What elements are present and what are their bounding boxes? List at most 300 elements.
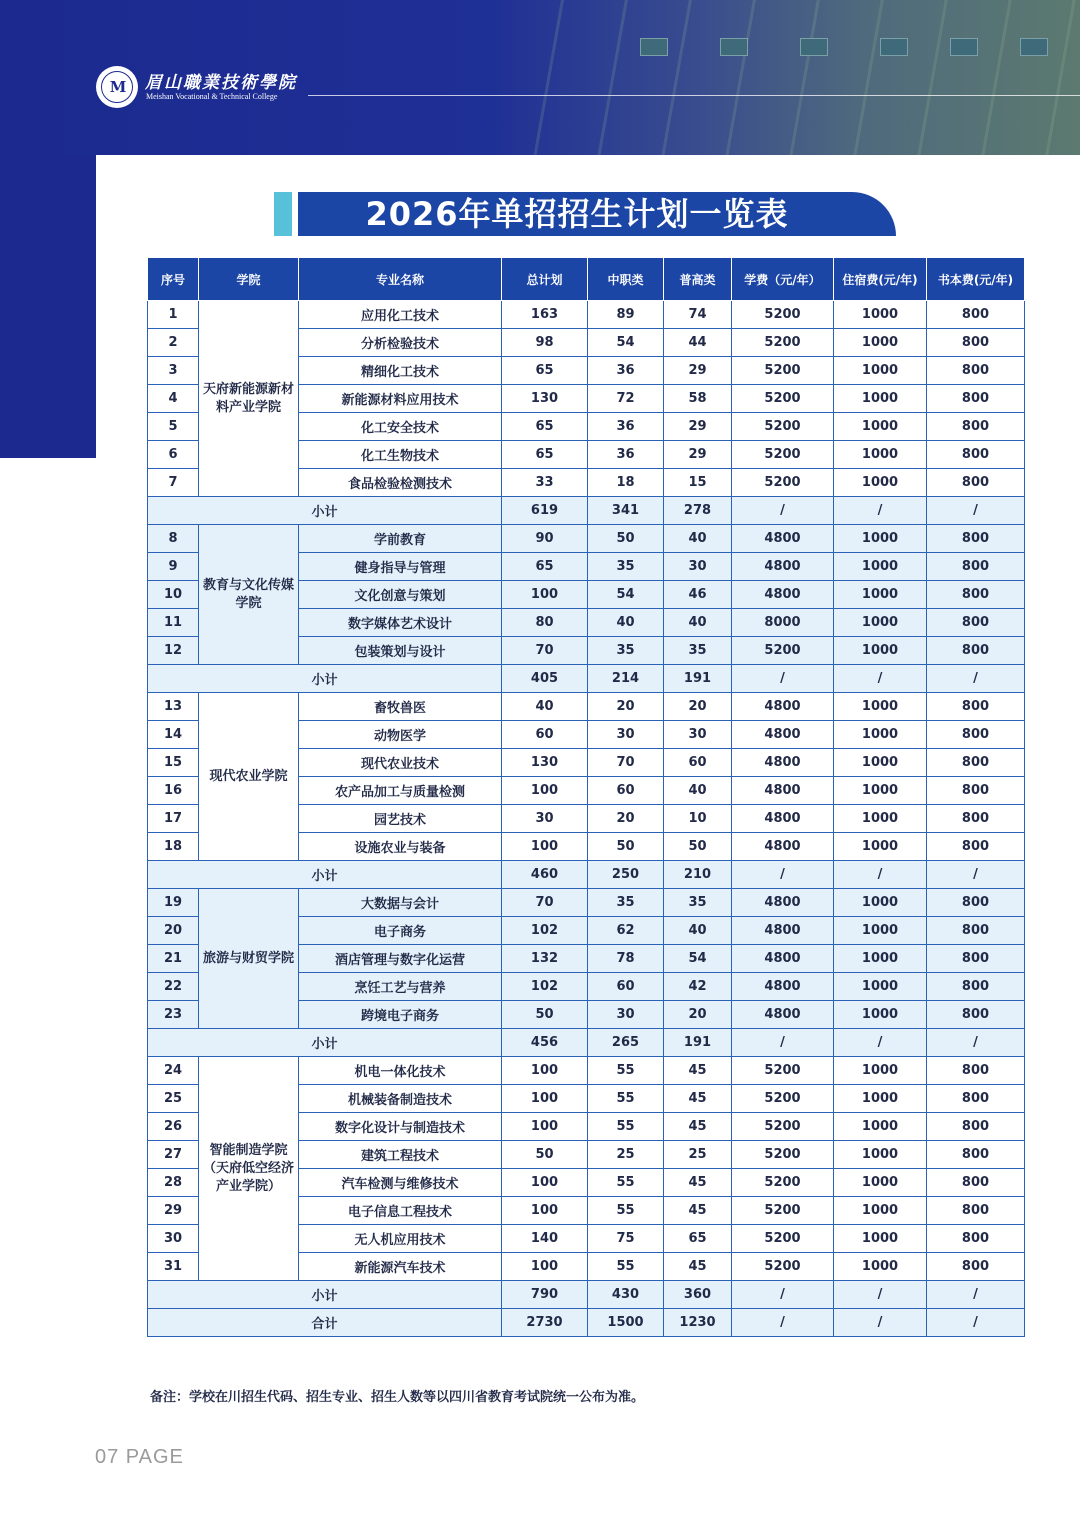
- cell-value: 65: [502, 413, 588, 441]
- cell-index: 19: [148, 889, 199, 917]
- subtotal-value: 341: [588, 497, 664, 525]
- cell-value: 1000: [834, 301, 927, 329]
- cell-value: 5200: [732, 441, 834, 469]
- cell-value: 44: [664, 329, 732, 357]
- cell-value: 包装策划与设计: [299, 637, 502, 665]
- cell-value: 74: [664, 301, 732, 329]
- cell-value: 1000: [834, 917, 927, 945]
- cell-value: 健身指导与管理: [299, 553, 502, 581]
- cell-value: 45: [664, 1253, 732, 1281]
- cell-value: 70: [502, 889, 588, 917]
- cell-value: 5200: [732, 1169, 834, 1197]
- subtotal-row: [148, 861, 1025, 889]
- cell-value: 机械装备制造技术: [299, 1085, 502, 1113]
- subtotal-label: 小计: [148, 665, 502, 693]
- grand-total-value: /: [834, 1309, 927, 1337]
- cell-value: 50: [588, 833, 664, 861]
- cell-value: 4800: [732, 749, 834, 777]
- cell-college: 天府新能源新材料产业学院: [199, 301, 299, 497]
- subtotal-value: /: [834, 1281, 927, 1309]
- cell-college: 智能制造学院（天府低空经济产业学院）: [199, 1057, 299, 1281]
- cell-value: 1000: [834, 1197, 927, 1225]
- cell-value: 36: [588, 441, 664, 469]
- cell-value: 163: [502, 301, 588, 329]
- cell-value: 化工安全技术: [299, 413, 502, 441]
- cell-value: 化工生物技术: [299, 441, 502, 469]
- farmland-photo-background: [500, 0, 1080, 155]
- cell-value: 800: [927, 749, 1025, 777]
- page-title: 2026年单招招生计划一览表: [298, 192, 896, 236]
- subtotal-value: /: [732, 861, 834, 889]
- cell-index: 2: [148, 329, 199, 357]
- cell-value: 30: [588, 721, 664, 749]
- cell-value: 800: [927, 1197, 1025, 1225]
- cell-value: 5200: [732, 301, 834, 329]
- cell-index: 12: [148, 637, 199, 665]
- col-header-total-plan: 总计划: [502, 258, 588, 301]
- cell-value: 5200: [732, 1113, 834, 1141]
- cell-value: 55: [588, 1057, 664, 1085]
- cell-value: 54: [664, 945, 732, 973]
- cell-value: 800: [927, 1085, 1025, 1113]
- cell-value: 62: [588, 917, 664, 945]
- cell-value: 40: [664, 609, 732, 637]
- cell-value: 1000: [834, 945, 927, 973]
- cell-value: 4800: [732, 525, 834, 553]
- cell-value: 33: [502, 469, 588, 497]
- cell-value: 65: [664, 1225, 732, 1253]
- subtotal-value: /: [927, 665, 1025, 693]
- col-header-general-high: 普高类: [664, 258, 732, 301]
- cell-value: 800: [927, 329, 1025, 357]
- table-row: [148, 525, 1025, 553]
- cell-value: 5200: [732, 357, 834, 385]
- cell-value: 35: [588, 637, 664, 665]
- cell-value: 应用化工技术: [299, 301, 502, 329]
- cell-value: 4800: [732, 889, 834, 917]
- cell-value: 1000: [834, 357, 927, 385]
- grand-total-value: 1500: [588, 1309, 664, 1337]
- cell-value: 1000: [834, 385, 927, 413]
- col-header-vocational: 中职类: [588, 258, 664, 301]
- cell-value: 4800: [732, 1001, 834, 1029]
- cell-value: 45: [664, 1113, 732, 1141]
- subtotal-label: 小计: [148, 861, 502, 889]
- cell-value: 102: [502, 973, 588, 1001]
- subtotal-value: 360: [664, 1281, 732, 1309]
- cell-value: 20: [588, 693, 664, 721]
- enrollment-plan-table: [147, 257, 1025, 1337]
- cell-value: 15: [664, 469, 732, 497]
- cell-index: 29: [148, 1197, 199, 1225]
- cell-index: 14: [148, 721, 199, 749]
- cell-index: 4: [148, 385, 199, 413]
- cell-value: 电子信息工程技术: [299, 1197, 502, 1225]
- cell-index: 1: [148, 301, 199, 329]
- grand-total-value: /: [927, 1309, 1025, 1337]
- subtotal-value: /: [927, 1281, 1025, 1309]
- cell-value: 建筑工程技术: [299, 1141, 502, 1169]
- cell-value: 35: [664, 889, 732, 917]
- cell-value: 98: [502, 329, 588, 357]
- cell-value: 100: [502, 1113, 588, 1141]
- cell-value: 10: [664, 805, 732, 833]
- cell-value: 60: [588, 973, 664, 1001]
- cell-index: 7: [148, 469, 199, 497]
- cell-value: 100: [502, 1253, 588, 1281]
- cell-value: 55: [588, 1113, 664, 1141]
- subtotal-value: /: [732, 1281, 834, 1309]
- cell-college: 旅游与财贸学院: [199, 889, 299, 1029]
- cell-index: 15: [148, 749, 199, 777]
- cell-index: 3: [148, 357, 199, 385]
- subtotal-value: 405: [502, 665, 588, 693]
- subtotal-value: 619: [502, 497, 588, 525]
- cell-value: 园艺技术: [299, 805, 502, 833]
- cell-value: 分析检验技术: [299, 329, 502, 357]
- cell-value: 29: [664, 413, 732, 441]
- cell-value: 29: [664, 441, 732, 469]
- subtotal-value: /: [732, 1029, 834, 1057]
- cell-value: 70: [588, 749, 664, 777]
- cell-value: 1000: [834, 721, 927, 749]
- cell-value: 4800: [732, 553, 834, 581]
- cell-value: 78: [588, 945, 664, 973]
- cell-value: 1000: [834, 1113, 927, 1141]
- cell-value: 58: [664, 385, 732, 413]
- cell-value: 动物医学: [299, 721, 502, 749]
- cell-index: 27: [148, 1141, 199, 1169]
- cell-value: 酒店管理与数字化运营: [299, 945, 502, 973]
- left-color-block: [0, 155, 96, 458]
- subtotal-value: 430: [588, 1281, 664, 1309]
- col-header-tuition: 学费（元/年）: [732, 258, 834, 301]
- cell-index: 11: [148, 609, 199, 637]
- cell-value: 1000: [834, 413, 927, 441]
- cell-value: 65: [502, 357, 588, 385]
- cell-value: 5200: [732, 637, 834, 665]
- subtotal-value: 456: [502, 1029, 588, 1057]
- cell-value: 新能源汽车技术: [299, 1253, 502, 1281]
- grand-total-value: 1230: [664, 1309, 732, 1337]
- cell-value: 25: [588, 1141, 664, 1169]
- cell-value: 4800: [732, 833, 834, 861]
- subtotal-value: 191: [664, 1029, 732, 1057]
- cell-value: 1000: [834, 777, 927, 805]
- table-row: [148, 889, 1025, 917]
- subtotal-value: /: [927, 497, 1025, 525]
- cell-value: 800: [927, 1057, 1025, 1085]
- cell-value: 65: [502, 441, 588, 469]
- subtotal-row: [148, 1281, 1025, 1309]
- table-header-row: [148, 258, 1025, 301]
- cell-value: 烹饪工艺与营养: [299, 973, 502, 1001]
- grand-total-value: 2730: [502, 1309, 588, 1337]
- cell-value: 50: [502, 1141, 588, 1169]
- cell-value: 1000: [834, 553, 927, 581]
- cell-index: 23: [148, 1001, 199, 1029]
- subtotal-value: /: [927, 1029, 1025, 1057]
- cell-index: 13: [148, 693, 199, 721]
- cell-value: 800: [927, 973, 1025, 1001]
- subtotal-row: [148, 1029, 1025, 1057]
- subtotal-value: 790: [502, 1281, 588, 1309]
- cell-value: 畜牧兽医: [299, 693, 502, 721]
- cell-value: 102: [502, 917, 588, 945]
- cell-value: 45: [664, 1169, 732, 1197]
- subtotal-row: [148, 497, 1025, 525]
- cell-value: 现代农业技术: [299, 749, 502, 777]
- cell-value: 4800: [732, 945, 834, 973]
- cell-value: 1000: [834, 1253, 927, 1281]
- school-name-english: Meishan Vocational & Technical College: [146, 92, 278, 101]
- field-signboards: [640, 38, 1060, 58]
- col-header-accommodation: 住宿费(元/年): [834, 258, 927, 301]
- subtotal-value: /: [834, 861, 927, 889]
- cell-value: 130: [502, 749, 588, 777]
- cell-value: 5200: [732, 1085, 834, 1113]
- cell-value: 54: [588, 581, 664, 609]
- cell-value: 45: [664, 1085, 732, 1113]
- subtotal-value: /: [834, 665, 927, 693]
- cell-index: 17: [148, 805, 199, 833]
- cell-value: 5200: [732, 1141, 834, 1169]
- cell-index: 24: [148, 1057, 199, 1085]
- table-row: [148, 301, 1025, 329]
- cell-value: 800: [927, 525, 1025, 553]
- cell-index: 26: [148, 1113, 199, 1141]
- cell-value: 800: [927, 833, 1025, 861]
- subtotal-value: /: [732, 665, 834, 693]
- cell-value: 5200: [732, 469, 834, 497]
- cell-value: 30: [588, 1001, 664, 1029]
- subtotal-value: 210: [664, 861, 732, 889]
- cell-value: 食品检验检测技术: [299, 469, 502, 497]
- cell-value: 5200: [732, 413, 834, 441]
- col-header-college: 学院: [199, 258, 299, 301]
- cell-value: 29: [664, 357, 732, 385]
- cell-value: 设施农业与装备: [299, 833, 502, 861]
- cell-value: 800: [927, 357, 1025, 385]
- cell-value: 60: [588, 777, 664, 805]
- cell-value: 40: [588, 609, 664, 637]
- cell-index: 5: [148, 413, 199, 441]
- cell-value: 46: [664, 581, 732, 609]
- cell-value: 文化创意与策划: [299, 581, 502, 609]
- cell-value: 140: [502, 1225, 588, 1253]
- cell-value: 5200: [732, 1057, 834, 1085]
- cell-value: 20: [588, 805, 664, 833]
- cell-value: 1000: [834, 833, 927, 861]
- cell-value: 1000: [834, 1141, 927, 1169]
- cell-value: 40: [664, 525, 732, 553]
- cell-value: 25: [664, 1141, 732, 1169]
- cell-value: 800: [927, 413, 1025, 441]
- subtotal-value: 250: [588, 861, 664, 889]
- cell-value: 1000: [834, 1225, 927, 1253]
- cell-value: 1000: [834, 693, 927, 721]
- cell-value: 36: [588, 357, 664, 385]
- cell-value: 50: [502, 1001, 588, 1029]
- cell-value: 1000: [834, 609, 927, 637]
- grand-total-value: /: [732, 1309, 834, 1337]
- subtotal-value: /: [834, 1029, 927, 1057]
- cell-value: 800: [927, 777, 1025, 805]
- cell-value: 100: [502, 581, 588, 609]
- cell-value: 数字媒体艺术设计: [299, 609, 502, 637]
- cell-value: 4800: [732, 917, 834, 945]
- col-header-index: 序号: [148, 258, 199, 301]
- cell-value: 学前教育: [299, 525, 502, 553]
- cell-value: 800: [927, 889, 1025, 917]
- cell-value: 30: [664, 553, 732, 581]
- cell-value: 55: [588, 1197, 664, 1225]
- cell-index: 25: [148, 1085, 199, 1113]
- cell-value: 100: [502, 1085, 588, 1113]
- cell-value: 75: [588, 1225, 664, 1253]
- cell-value: 50: [664, 833, 732, 861]
- subtotal-label: 小计: [148, 1281, 502, 1309]
- cell-value: 无人机应用技术: [299, 1225, 502, 1253]
- cell-value: 45: [664, 1197, 732, 1225]
- cell-value: 100: [502, 777, 588, 805]
- col-header-books: 书本费(元/年): [927, 258, 1025, 301]
- cell-value: 800: [927, 469, 1025, 497]
- cell-value: 5200: [732, 1197, 834, 1225]
- cell-value: 54: [588, 329, 664, 357]
- cell-value: 4800: [732, 721, 834, 749]
- cell-value: 1000: [834, 581, 927, 609]
- cell-value: 4800: [732, 973, 834, 1001]
- cell-value: 精细化工技术: [299, 357, 502, 385]
- cell-value: 1000: [834, 329, 927, 357]
- subtotal-value: 265: [588, 1029, 664, 1057]
- cell-value: 89: [588, 301, 664, 329]
- cell-value: 1000: [834, 637, 927, 665]
- cell-value: 800: [927, 721, 1025, 749]
- cell-value: 70: [502, 637, 588, 665]
- subtotal-row: [148, 665, 1025, 693]
- cell-value: 20: [664, 693, 732, 721]
- college-logo-icon: M: [96, 66, 138, 108]
- cell-value: 72: [588, 385, 664, 413]
- page-number: 07 PAGE: [95, 1446, 184, 1468]
- cell-value: 60: [664, 749, 732, 777]
- cell-value: 机电一体化技术: [299, 1057, 502, 1085]
- cell-college: 现代农业学院: [199, 693, 299, 861]
- cell-value: 30: [664, 721, 732, 749]
- cell-value: 1000: [834, 1057, 927, 1085]
- subtotal-label: 小计: [148, 1029, 502, 1057]
- subtotal-value: 214: [588, 665, 664, 693]
- cell-value: 55: [588, 1253, 664, 1281]
- title-accent-bar: [274, 192, 292, 236]
- cell-value: 800: [927, 1113, 1025, 1141]
- cell-value: 60: [502, 721, 588, 749]
- cell-index: 28: [148, 1169, 199, 1197]
- cell-value: 1000: [834, 973, 927, 1001]
- cell-value: 800: [927, 945, 1025, 973]
- cell-value: 800: [927, 1253, 1025, 1281]
- page-header-banner: [0, 0, 1080, 155]
- cell-value: 1000: [834, 441, 927, 469]
- cell-value: 45: [664, 1057, 732, 1085]
- cell-index: 10: [148, 581, 199, 609]
- cell-value: 电子商务: [299, 917, 502, 945]
- cell-index: 8: [148, 525, 199, 553]
- cell-value: 1000: [834, 749, 927, 777]
- cell-value: 1000: [834, 469, 927, 497]
- cell-value: 1000: [834, 1085, 927, 1113]
- cell-value: 1000: [834, 889, 927, 917]
- cell-value: 1000: [834, 805, 927, 833]
- table-row: [148, 693, 1025, 721]
- cell-value: 8000: [732, 609, 834, 637]
- cell-value: 100: [502, 1169, 588, 1197]
- cell-value: 100: [502, 833, 588, 861]
- table-row: [148, 1057, 1025, 1085]
- cell-value: 汽车检测与维修技术: [299, 1169, 502, 1197]
- cell-value: 90: [502, 525, 588, 553]
- cell-index: 18: [148, 833, 199, 861]
- cell-value: 100: [502, 1197, 588, 1225]
- cell-value: 35: [588, 553, 664, 581]
- header-divider-line: [308, 95, 1080, 96]
- cell-value: 800: [927, 693, 1025, 721]
- subtotal-value: /: [732, 497, 834, 525]
- cell-value: 农产品加工与质量检测: [299, 777, 502, 805]
- subtotal-value: 460: [502, 861, 588, 889]
- grand-total-label: 合计: [148, 1309, 502, 1337]
- subtotal-value: /: [927, 861, 1025, 889]
- cell-index: 22: [148, 973, 199, 1001]
- cell-value: 800: [927, 609, 1025, 637]
- cell-value: 1000: [834, 525, 927, 553]
- grand-total-row: [148, 1309, 1025, 1337]
- cell-value: 100: [502, 1057, 588, 1085]
- cell-value: 800: [927, 1225, 1025, 1253]
- cell-value: 40: [664, 777, 732, 805]
- cell-value: 大数据与会计: [299, 889, 502, 917]
- cell-value: 5200: [732, 1253, 834, 1281]
- cell-value: 30: [502, 805, 588, 833]
- cell-value: 4800: [732, 777, 834, 805]
- cell-value: 130: [502, 385, 588, 413]
- cell-index: 6: [148, 441, 199, 469]
- cell-index: 21: [148, 945, 199, 973]
- cell-index: 16: [148, 777, 199, 805]
- cell-index: 20: [148, 917, 199, 945]
- subtotal-label: 小计: [148, 497, 502, 525]
- cell-value: 132: [502, 945, 588, 973]
- cell-value: 20: [664, 1001, 732, 1029]
- cell-value: 800: [927, 637, 1025, 665]
- cell-value: 50: [588, 525, 664, 553]
- cell-value: 新能源材料应用技术: [299, 385, 502, 413]
- cell-value: 42: [664, 973, 732, 1001]
- col-header-major: 专业名称: [299, 258, 502, 301]
- cell-value: 800: [927, 1141, 1025, 1169]
- cell-value: 5200: [732, 1225, 834, 1253]
- cell-value: 800: [927, 301, 1025, 329]
- cell-value: 4800: [732, 805, 834, 833]
- cell-value: 800: [927, 917, 1025, 945]
- subtotal-value: 191: [664, 665, 732, 693]
- cell-value: 36: [588, 413, 664, 441]
- cell-value: 800: [927, 1001, 1025, 1029]
- cell-value: 5200: [732, 329, 834, 357]
- cell-value: 800: [927, 385, 1025, 413]
